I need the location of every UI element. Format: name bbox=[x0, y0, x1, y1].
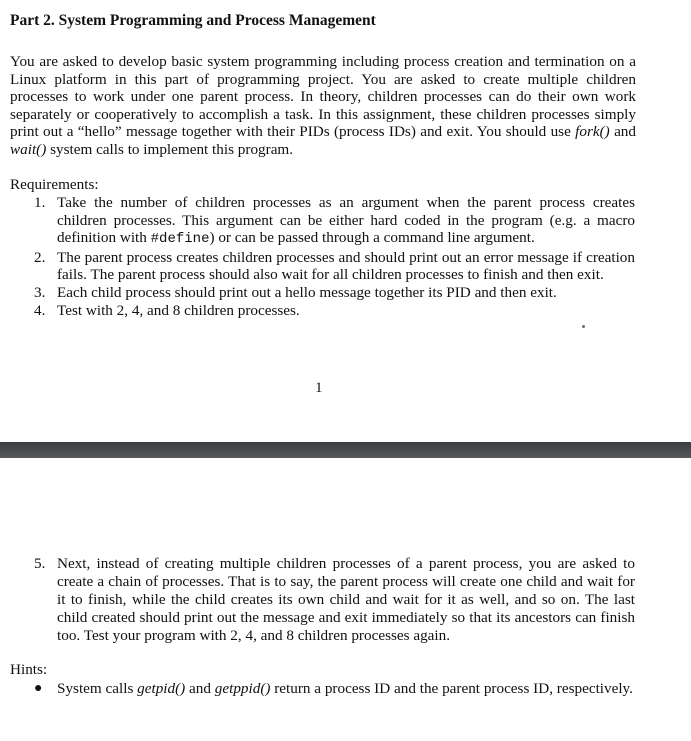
hints-heading: Hints: bbox=[10, 661, 48, 678]
requirements-list bbox=[0, 194, 691, 319]
list-number: 2. bbox=[34, 248, 46, 266]
list-number: 5. bbox=[34, 555, 46, 572]
hint-text-end: return a process ID and the parent process ID, respectively. bbox=[270, 680, 633, 697]
define-code: #define bbox=[150, 231, 210, 248]
requirement-item bbox=[0, 284, 635, 302]
document-page-2 bbox=[0, 458, 691, 741]
requirement-text: Test with 2, 4, and 8 children processes. bbox=[57, 301, 300, 319]
requirement-text: Next, instead of creating multiple children processes of a parent process, you are asked to create a chain of processes. That is to say, the parent process will create one child and wait for it to finish, while the child creates its own child and wait for it as well, and so on. The last child created should print out the message and exit immediately so that its ancestors can finish too. Test your program with 2, 4, and 8 children processes again. bbox=[57, 555, 635, 644]
section-title: Part 2. System Programming and Process Management bbox=[10, 12, 376, 29]
list-number: 1. bbox=[34, 194, 46, 211]
intro-and: and bbox=[609, 123, 636, 141]
stray-dot bbox=[582, 325, 585, 328]
requirement-text-end: ) or can be passed through a command line argument. bbox=[209, 229, 535, 247]
hint-and: and bbox=[185, 680, 215, 697]
hints-list bbox=[0, 680, 691, 698]
hint-item bbox=[0, 680, 635, 698]
intro-paragraph bbox=[10, 53, 636, 159]
requirements-heading: Requirements: bbox=[10, 176, 99, 193]
wait-call: wait() bbox=[10, 140, 47, 158]
page-separator bbox=[0, 442, 691, 458]
list-number: 4. bbox=[34, 301, 46, 319]
intro-text-end: system calls to implement this program. bbox=[46, 140, 294, 158]
getppid-call: getppid() bbox=[214, 680, 271, 697]
intro-text: You are asked to develop basic system programming including process creation and termination on a Linux platform in this part of programming project. You are asked to create multiple children processes to work under one parent process. In theory, children processes can do their own work separately or cooperatively to accomplish a task. In this assignment, these children processes simply print out a “hello” message together with their PIDs (process IDs) and exit. You should use bbox=[10, 53, 636, 141]
requirement-item bbox=[0, 249, 635, 284]
requirement-text: Each child process should print out a hello message together its PID and then exit. bbox=[57, 283, 557, 301]
getpid-call: getpid() bbox=[137, 680, 186, 697]
requirements-list-continued bbox=[0, 555, 691, 645]
requirement-text: Take the number of children processes as an argument when the parent process creates children processes. This argument can be either hard coded in the program (e.g. a macro definition with bbox=[57, 194, 635, 247]
list-number: 3. bbox=[34, 283, 46, 301]
fork-call: fork() bbox=[575, 123, 610, 141]
requirement-item bbox=[0, 555, 635, 645]
bullet-icon: ● bbox=[34, 681, 43, 696]
requirement-item bbox=[0, 302, 635, 320]
requirement-item bbox=[0, 194, 635, 249]
hint-text: System calls bbox=[57, 680, 138, 697]
page-number: 1 bbox=[315, 379, 323, 396]
requirement-text: The parent process creates children processes and should print out an error message if creation fails. The parent process should also wait for all children processes to finish and then exit. bbox=[57, 248, 635, 284]
